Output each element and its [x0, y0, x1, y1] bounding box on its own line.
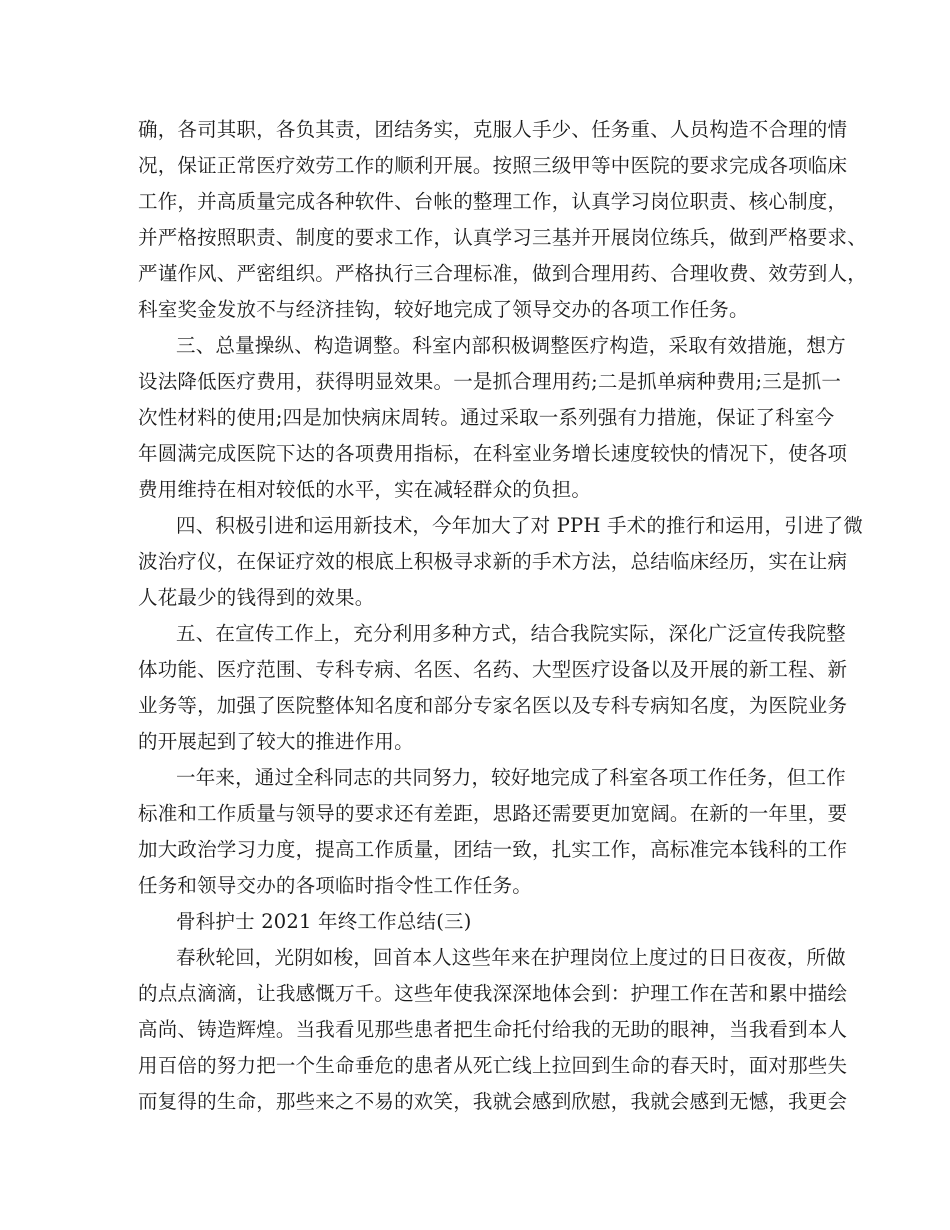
text-line: 人花最少的钱得到的效果。: [138, 586, 375, 609]
text-line: 加大政治学习力度，提高工作质量，团结一致，扎实工作，高标准完本钱科的工作: [138, 838, 848, 861]
text-line: 骨科护士 2021 年终工作总结(三): [176, 910, 472, 933]
text-line: 的开展起到了较大的推进作用。: [138, 730, 414, 753]
text-line: 一年来，通过全科同志的共同努力，较好地完成了科室各项工作任务，但工作: [176, 766, 846, 789]
text-line: 三、总量操纵、构造调整。科室内部积极调整医疗构造，采取有效措施，想方: [176, 334, 846, 357]
text-line: 设法降低医疗费用，获得明显效果。一是抓合理用药;二是抓单病种费用;三是抓一: [138, 370, 842, 393]
text-line: 次性材料的使用;四是加快病床周转。通过采取一系列强有力措施，保证了科室今: [138, 406, 835, 429]
text-line: 春秋轮回，光阴如梭，回首本人这些年来在护理岗位上度过的日日夜夜，所做: [176, 946, 846, 969]
text-line: 并严格按照职责、制度的要求工作，认真学习三基并开展岗位练兵，做到严格要求、: [138, 226, 867, 249]
text-line: 科室奖金发放不与经济挂钩，较好地完成了领导交办的各项工作任务。: [138, 298, 749, 321]
text-line: 的点点滴滴，让我感慨万千。这些年使我深深地体会到：护理工作在苦和累中描绘: [138, 982, 848, 1005]
text-line: 用百倍的努力把一个生命垂危的患者从死亡线上拉回到生命的春天时，面对那些失: [138, 1054, 848, 1077]
text-line: 业务等，加强了医院整体知名度和部分专家名医以及专科专病知名度，为医院业务: [138, 694, 848, 717]
text-line: 任务和领导交办的各项临时指令性工作任务。: [138, 874, 533, 897]
text-line: 费用维持在相对较低的水平，实在减轻群众的负担。: [138, 478, 592, 501]
text-line: 体功能、医疗范围、专科专病、名医、名药、大型医疗设备以及开展的新工程、新: [138, 658, 848, 681]
text-line: 确，各司其职，各负其责，团结务实，克服人手少、任务重、人员构造不合理的情: [138, 118, 848, 141]
text-line: 工作，并高质量完成各种软件、台帐的整理工作，认真学习岗位职责、核心制度，: [138, 190, 848, 213]
text-line: 波治疗仪，在保证疗效的根底上积极寻求新的手术方法，总结临床经历，实在让病: [138, 550, 848, 573]
text-line: 四、积极引进和运用新技术，今年加大了对 PPH 手术的推行和运用，引进了微: [176, 514, 864, 537]
text-line: 况，保证正常医疗效劳工作的顺利开展。按照三级甲等中医院的要求完成各项临床: [138, 154, 848, 177]
text-line: 标准和工作质量与领导的要求还有差距，思路还需要更加宽阔。在新的一年里，要: [138, 802, 848, 825]
text-line: 年圆满完成医院下达的各项费用指标，在科室业务增长速度较快的情况下，使各项: [138, 442, 848, 465]
text-line: 而复得的生命，那些来之不易的欢笑，我就会感到欣慰，我就会感到无憾，我更会: [138, 1090, 848, 1113]
text-line: 高尚、铸造辉煌。当我看见那些患者把生命托付给我的无助的眼神，当我看到本人: [138, 1018, 848, 1041]
text-line: 五、在宣传工作上，充分利用多种方式，结合我院实际，深化广泛宣传我院整: [176, 622, 846, 645]
text-line: 严谨作风、严密组织。严格执行三合理标准，做到合理用药、合理收费、效劳到人，: [138, 262, 867, 285]
